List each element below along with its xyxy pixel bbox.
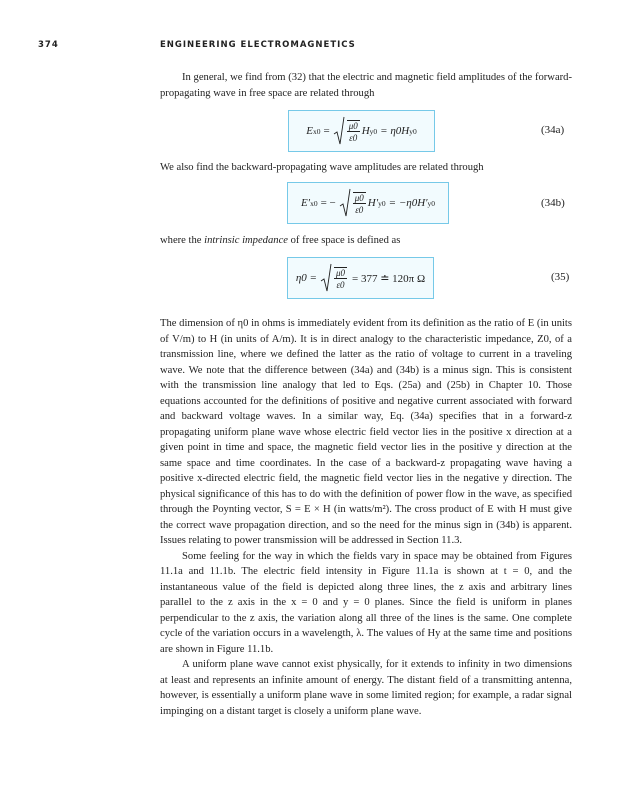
eq34b-mid-sub: y0 — [378, 198, 386, 208]
radical-sign-icon — [320, 263, 332, 293]
eq34a-rhs: = η0H — [380, 125, 410, 137]
eq34a-sqrt-num: μ0 — [348, 120, 358, 131]
impedance-before: where the — [160, 235, 205, 246]
eq34b-sqrt-den: ε0 — [355, 204, 364, 215]
equation-34b-label: (34b) — [541, 197, 565, 209]
impedance-after: of free space is defined as — [287, 235, 401, 246]
equation-34b-box — [287, 182, 449, 224]
intrinsic-impedance-term: intrinsic impedance — [204, 235, 288, 246]
eq34a-lhs-sub: x0 — [312, 126, 321, 136]
eq34a-mid: H — [361, 125, 370, 137]
equation-35-label: (35) — [551, 271, 570, 283]
equation-34a-box: E x0 = $\frac{\mu 0}{\varepsilon 0}$ H y0 = η0H y0 — [288, 110, 435, 152]
backward-sentence — [160, 160, 572, 176]
body-paragraph-1: The dimension of η0 in ohms is immediately evident from its definition as the ratio of E (in units of V/m) to H (in units of A/m). It is in direct analogy to the characteristic impedance, Z0, of a transmission line, where we defined the latter as the ratio of voltage to current in a traveling wave. We note that the difference between (34a) and (34b) is a minus sign. This is consistent with the transmission line analogy that led to Eqs. (25a) and (25b) in Chapter 10. Those equations accounted for the definitions of positive and negative current associated with forward and backward voltage waves. In a similar way, Eq. (34a) specifies that in a forward-z propagating uniform plane wave whose electric field vector lies in the positive x direction at a given point in time and space, the magnetic field vector lies in the positive y direction at the same space and time coordinates. In the case of a backward-z propagating wave having a positive x-directed electric field, the magnetic field vector lies in the negative y direction. The physical significance of this has to do with the definition of power flow in the wave, as specified through the Poynting vector, S = E × H (in watts/m²). The cross product of E with H must give the correct wave propagation direction, and so the need for the minus sign in (34b) is apparent. Issues relating to power transmission will be addressed in Section 11.3. — [160, 318, 572, 546]
body-text — [160, 316, 572, 719]
eq35-sqrt-num: μ0 — [335, 267, 345, 278]
page-number: 374 — [38, 40, 59, 50]
running-title: ENGINEERING ELECTROMAGNETICS — [160, 40, 356, 50]
eq34a-rhs-sub: y0 — [409, 126, 417, 136]
backward-sentence-text: We also find the backward-propagating wave amplitudes are related through — [160, 162, 484, 173]
eq34b-sqrt-num: μ0 — [354, 192, 364, 203]
eq34b-rhs-sub: y0 — [427, 198, 436, 208]
eq34a-sqrt-den: ε0 — [349, 132, 358, 143]
impedance-sentence — [160, 233, 572, 249]
eq35-rhs: = 377 ≐ 120π Ω — [352, 272, 426, 285]
radical-sign-icon — [333, 116, 345, 146]
eq34b-sqrt — [339, 188, 368, 218]
eq34a-lhs: E — [306, 125, 313, 137]
eq34b-rhs: = −η0H′ — [388, 197, 428, 209]
body-paragraph-2: Some feeling for the way in which the fields vary in space may be obtained from Figures 11.1a and 11.1b. The electric field intensity in Figure 11.1a is shown at t = 0, and the instantaneous value of the field is depicted along three lines, the z axis and arbitrary lines parallel to the z axis in the x = 0 and y = 0 planes. Since the field is uniform in planes perpendicular to the z axis, the variation along all three of the lines is the same. One complete cycle of the variation occurs in a wavelength, λ. The values of Hy at the same time and positions are shown in Figure 11.1b. — [160, 550, 572, 655]
eq35-sqrt-den: ε0 — [336, 279, 345, 290]
intro-paragraph-text: In general, we find from (32) that the electric and magnetic field amplitudes of the forward-propagating wave in free space are related through — [160, 72, 572, 99]
eq35-sqrt — [320, 263, 349, 293]
eq34b-lhs-sub: x0 — [310, 198, 318, 208]
intro-paragraph — [160, 70, 572, 101]
equation-35-box — [287, 257, 434, 299]
body-paragraph-3: A uniform plane wave cannot exist physically, for it extends to infinity in two dimensions at least and represents an infinite amount of energy. The distant field of a transmitting antenna, however, is essentially a uniform plane wave in some limited region; for example, a radar signal impinging on a distant target is closely a uniform plane wave. — [160, 659, 572, 717]
radical-sign-icon — [339, 188, 351, 218]
eq34b-lhs: E′ — [300, 197, 311, 209]
eq34a-mid-sub: y0 — [369, 126, 378, 136]
eq34b-sign: = − — [320, 197, 336, 209]
eq35-lhs: η0 = — [295, 272, 317, 284]
eq34b-mid: H′ — [367, 197, 379, 209]
equation-34a-label: (34a) — [541, 124, 565, 136]
eq34a-sqrt — [333, 116, 362, 146]
